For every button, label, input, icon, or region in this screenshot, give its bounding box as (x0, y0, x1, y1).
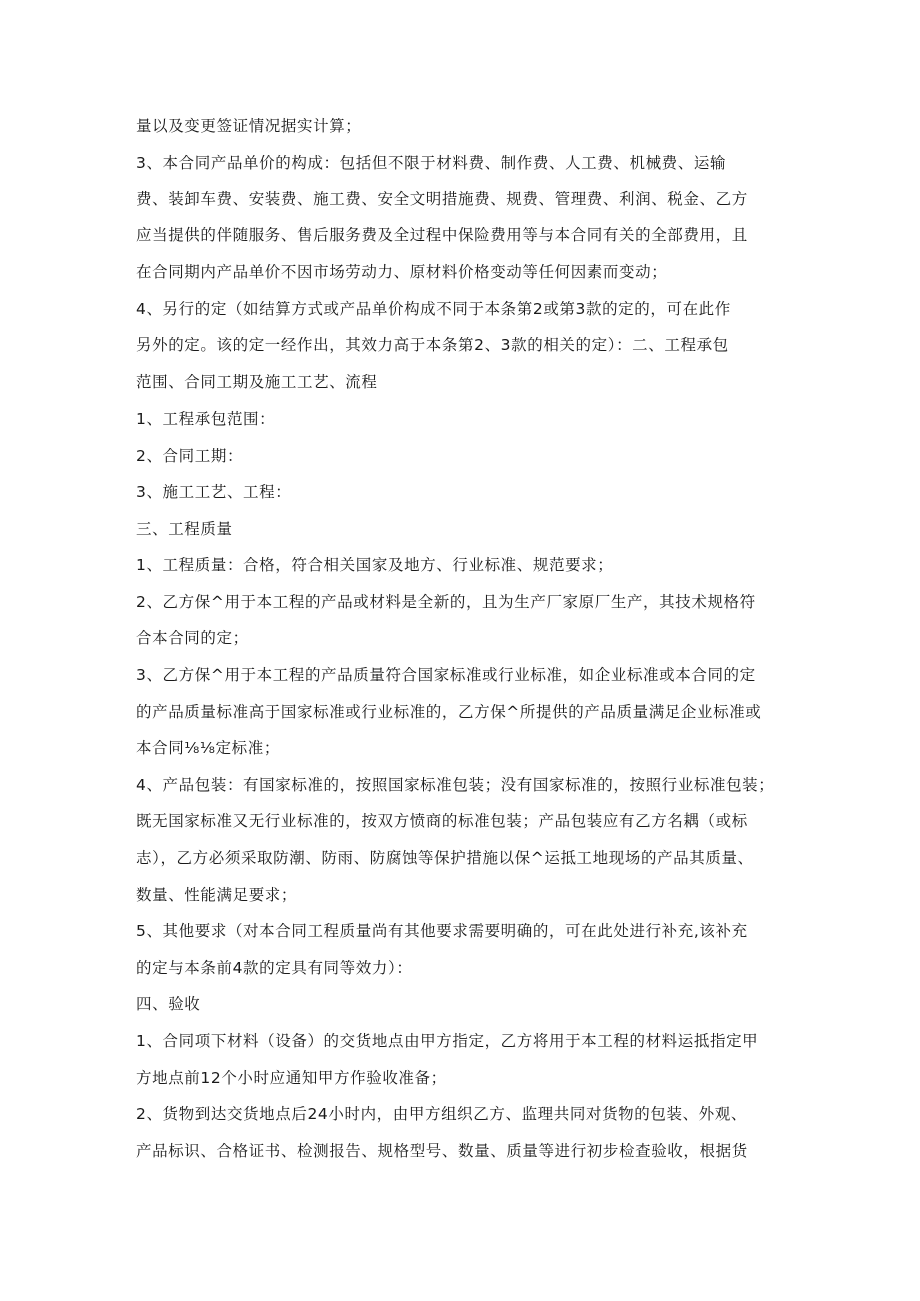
text-line: 3、施工工艺、工程： (136, 483, 292, 501)
text-line: 5、其他要求（对本合同工程质量尚有其他要求需要明确的，可在此处进行补充,该补充 (136, 922, 748, 940)
text-line: 既无国家标准又无行业标准的，按双方愤商的标准包装；产品包装应有乙方名耦（或标 (136, 812, 748, 830)
text-line: 1、合同项下材料（设备）的交货地点由甲方指定，乙方将用于本工程的材料运抵指定甲 (136, 1032, 759, 1050)
text-line: 费、装卸车费、安装费、施工费、安全文明措施费、规费、管理费、利润、税金、乙方 (136, 190, 748, 208)
text-line: 1、工程承包范围： (136, 410, 276, 428)
text-line: 在合同期内产品单价不因市场劳动力、原材料价格变动等任何因素而变动； (136, 263, 668, 281)
text-line: 范围、合同工期及施工工艺、流程 (136, 373, 378, 391)
text-line: 2、合同工期： (136, 447, 244, 465)
text-line: 合本合同的定； (136, 629, 249, 647)
text-line: 4、另行的定（如结算方式或产品单价构成不同于本条第2或第3款的定的，可在此作 (136, 300, 731, 318)
text-line: 4、产品包装：有国家标准的，按照国家标准包装；没有国家标准的，按照行业标准包装； (136, 776, 775, 794)
text-line: 3、乙方保^用于本工程的产品质量符合国家标准或行业标准，如企业标准或本合同的定 (136, 666, 756, 684)
text-line: 应当提供的伴随服务、售后服务费及全过程中保险费用等与本合同有关的全部费用，且 (136, 226, 748, 244)
text-line: 产品标识、合格证书、检测报告、规格型号、数量、质量等进行初步检查验收，根据货 (136, 1142, 748, 1160)
section-heading: 三、工程质量 (136, 520, 233, 538)
text-line: 数量、性能满足要求； (136, 886, 298, 904)
section-heading: 四、验收 (136, 995, 201, 1013)
text-line: 3、本合同产品单价的构成：包括但不限于材料费、制作费、人工费、机械费、运输 (136, 154, 727, 172)
text-line: 1、工程质量：合格，符合相关国家及地方、行业标准、规范要求； (136, 556, 614, 574)
text-line: 2、货物到达交货地点后24小时内，由甲方组织乙方、监理共同对货物的包装、外观、 (136, 1105, 747, 1123)
text-line: 方地点前12个小时应通知甲方作验收准备； (136, 1069, 447, 1087)
text-line: 的定与本条前4款的定具有同等效力）： (136, 959, 413, 977)
text-line: 志），乙方必须采取防潮、防雨、防腐蚀等保护措施以保^运抵工地现场的产品其质量、 (136, 849, 754, 867)
text-line: 2、乙方保^用于本工程的产品或材料是全新的，且为生产厂家原厂生产，其技术规格符 (136, 593, 756, 611)
text-line: 的产品质量标准高于国家标准或行业标准的，乙方保^所提供的产品质量满足企业标准或 (136, 703, 762, 721)
text-line: 量以及变更签证情况据实计算； (136, 117, 362, 135)
text-line: 另外的定。该的定一经作出，其效力高于本条第2、3款的相关的定）：二、工程承包 (136, 336, 729, 354)
text-line: 本合同⅛⅛定标准； (136, 739, 280, 757)
